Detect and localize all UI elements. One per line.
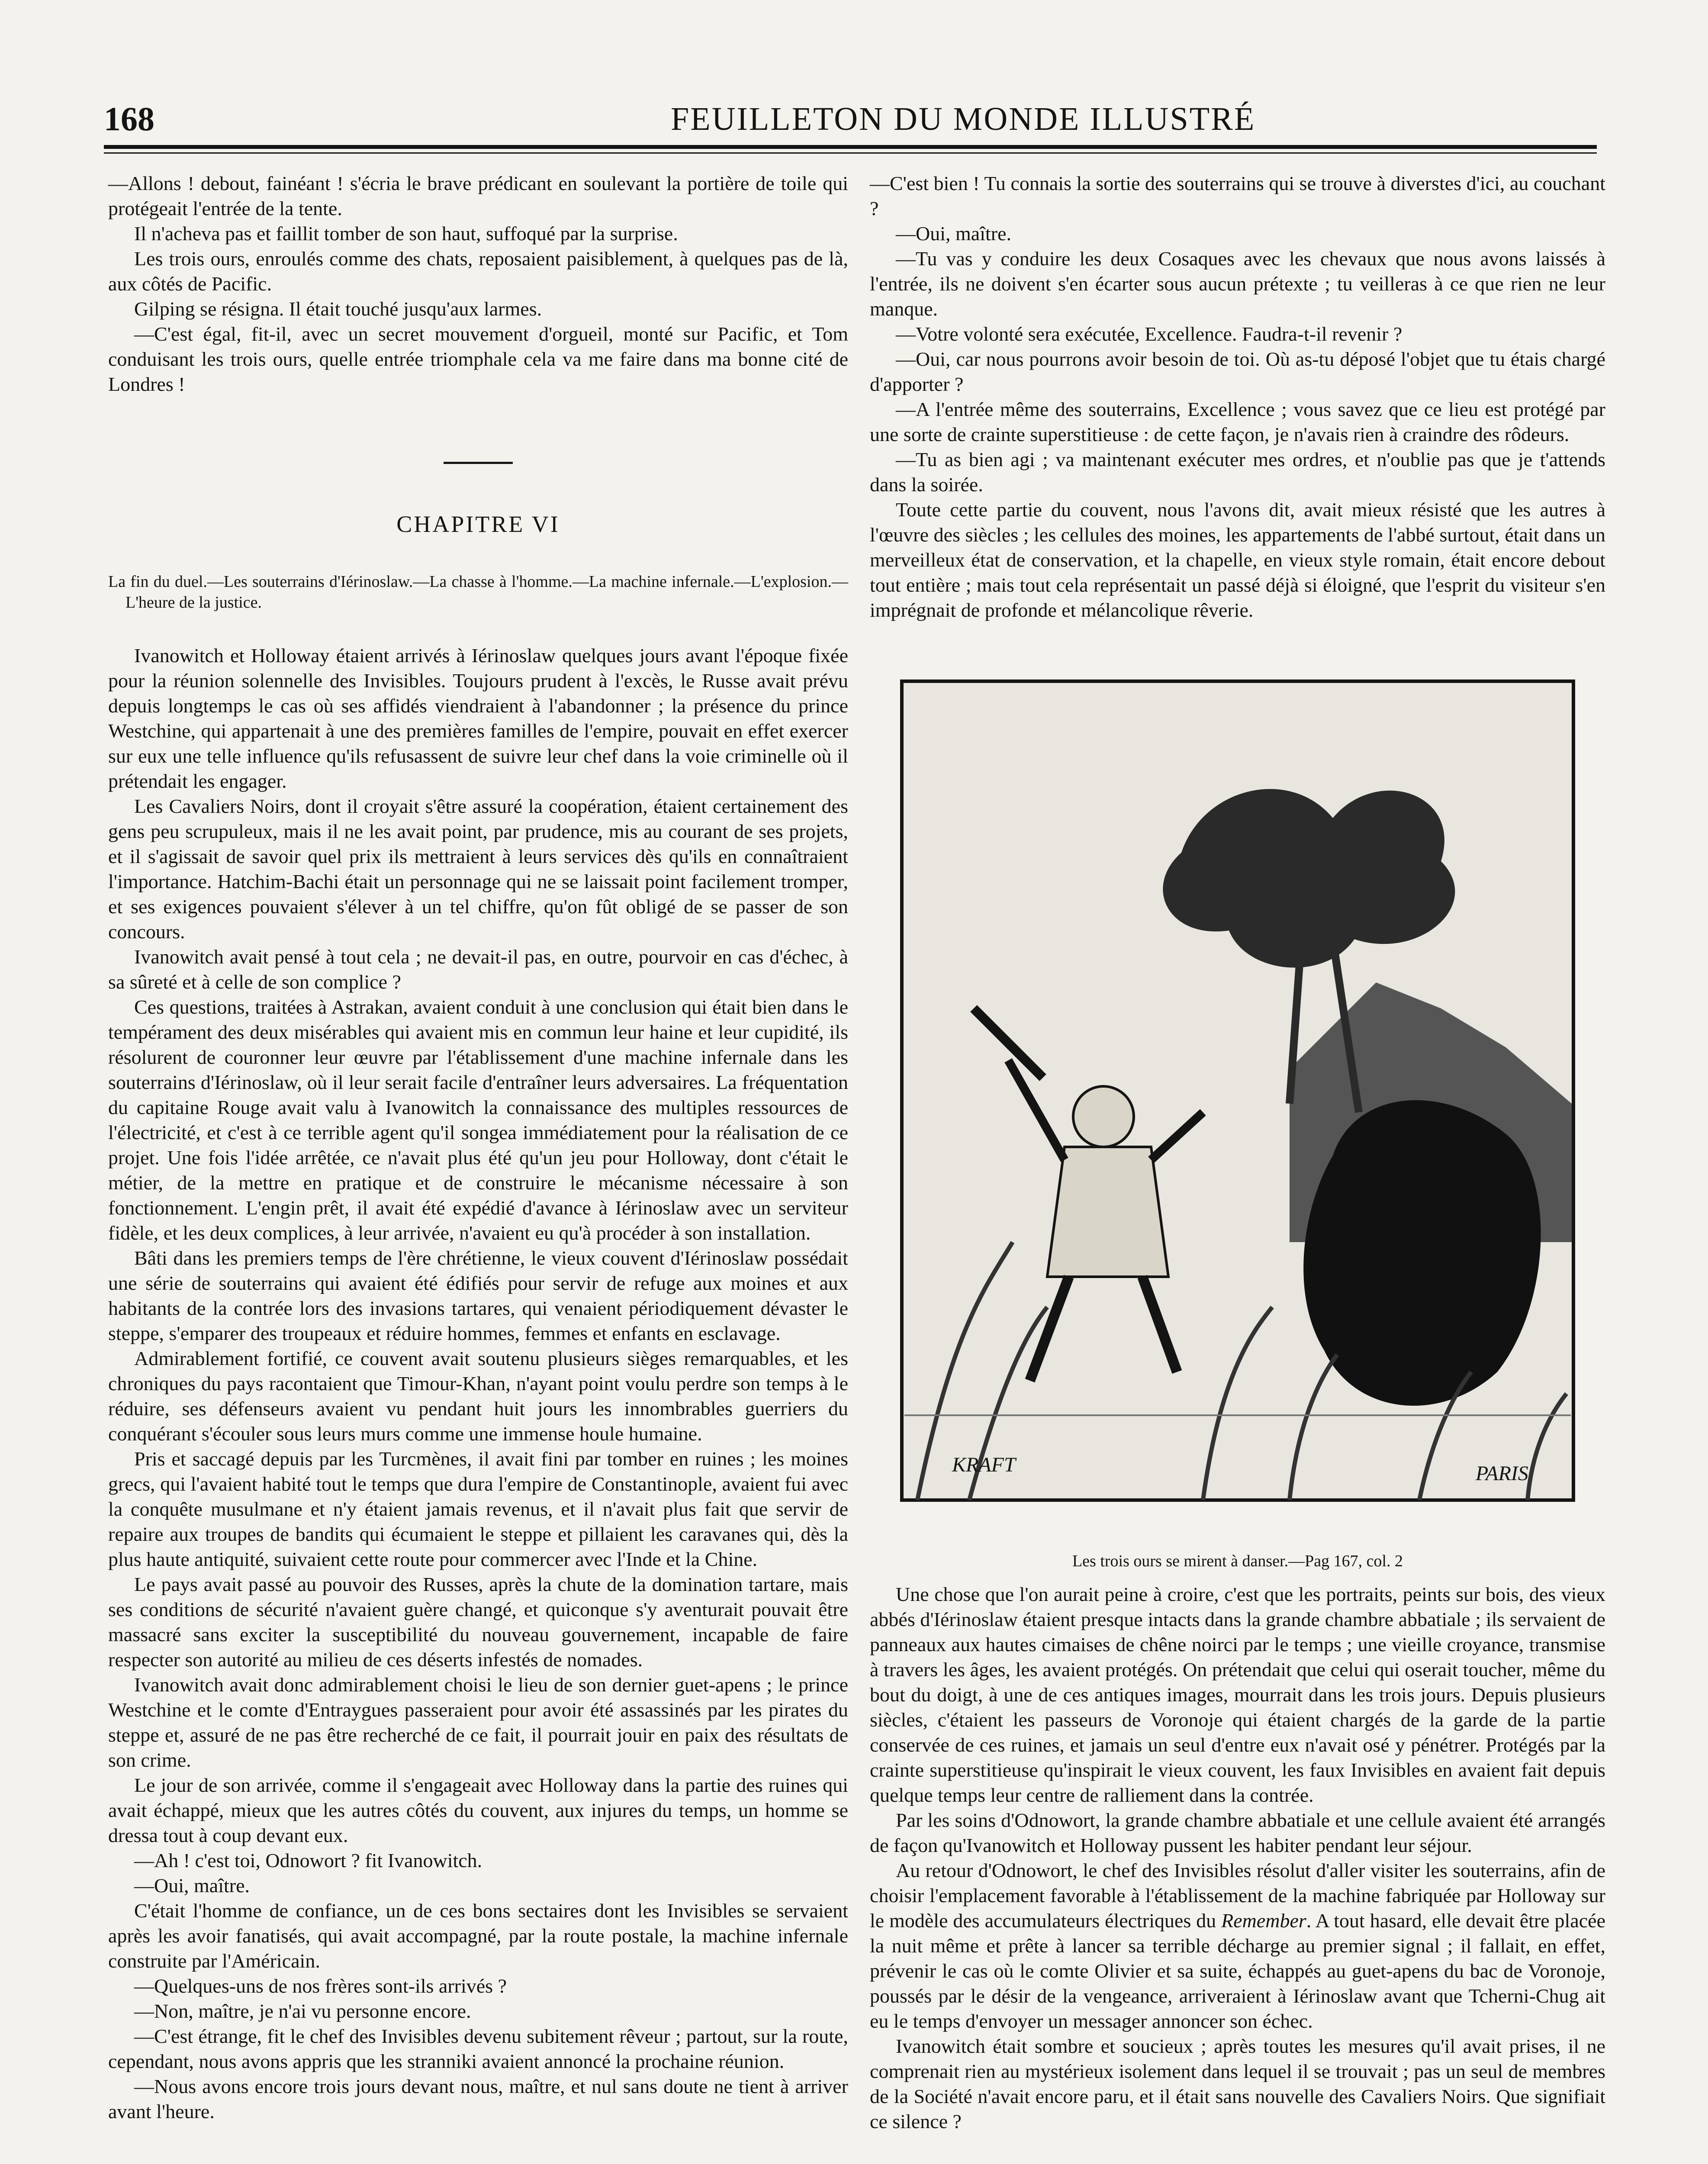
right-column-bottom — [870, 1582, 1605, 2134]
man-head — [1073, 1086, 1134, 1147]
paragraph: Les trois ours, enroulés comme des chats, reposaient paisiblement, à quelques pas de là, aux côtés de Pacific. — [108, 248, 848, 295]
paragraph: Ivanowitch était sombre et soucieux ; après toutes les mesures qu'il avait prises, il ne comprenait rien au mystérieux isolement dans lequel il se trouvait ; pas un seul de membres de la Société n'avait encore paru, et il était sans nouvelle des Cavaliers Noirs. Que signifiait ce silence ? — [870, 2035, 1605, 2132]
paragraph-text: Au retour d'Odnowort, le chef des Invisibles résolut d'aller visiter les souterrains, afin de choisir l'emplacement favorable à l'établissement de la machine fabriquée par Holloway sur le modèle des accumulateurs électriques du — [870, 1859, 1605, 1932]
illustration-signature-right: PARIS — [1476, 1462, 1528, 1485]
header-rule-thin — [104, 152, 1597, 154]
paragraph: Il n'acheva pas et faillit tomber de son haut, suffoqué par la surprise. — [134, 222, 678, 245]
chapter-title: CHAPITRE VI — [396, 511, 560, 537]
paragraph: Une chose que l'on aurait peine à croire, c'est que les portraits, peints sur bois, des vieux abbés d'Iérinoslaw étaient presque intacts dans la grande chambre abbatiale ; ils servaient de panneaux aux hautes cimaises de chêne noirci par le temps ; une vieille croyance, transmise à travers les âges, les avaient protégés. On prétendait que celui qui oserait toucher, même du bout du doigt, à une de ces antiques images, mourrait dans les trois jours. Depuis plusieurs siècles, c'étaient les passeurs de Voronoje qui étaient chargés de la garde de la partie conservée de ces ruines, et jamais un seul d'entre eux n'avait osé y pénétrer. Protégés par la crainte superstitieuse qu'inspirait le vieux couvent, les faux Invisibles en avaient fait depuis quelque temps leur centre de ralliement dans la contrée. — [870, 1583, 1605, 1806]
paragraph: —C'est étrange, fit le chef des Invisibles devenu subitement rêveur ; partout, sur la route, cependant, nous avons appris que les stranniki avaient annoncé la prochaine réunion. — [108, 2025, 848, 2072]
paragraph: Gilping se résigna. Il était touché jusqu'aux larmes. — [134, 298, 542, 320]
man-body — [1047, 1147, 1168, 1277]
paragraph: Bâti dans les premiers temps de l'ère chrétienne, le vieux couvent d'Iérinoslaw possédait une série de souterrains qui avaient été édifiés pour servir de refuge aux moines et aux habitants de la contrée lors des invasions tartares, qui venaient périodiquement dévaster le steppe, s'emparer des troupeaux et réduire hommes, femmes et enfants en esclavage. — [108, 1247, 848, 1344]
illustration-signature-left: KRAFT — [952, 1453, 1016, 1476]
engraving-drawing — [900, 679, 1575, 1502]
paragraph: Toute cette partie du couvent, nous l'avons dit, avait mieux résisté que les autres à l'œuvre des siècles ; les cellules des moines, les appartements de l'abbé surtout, était dans un merveilleux état de conservation, et la chapelle, en vieux style romain, était encore debout tout entière ; mais tout cela représentait un passé déjà si éloigné, que l'esprit du visiteur s'en imprégnait de profonde et mélancolique rêverie. — [870, 499, 1605, 621]
paragraph: Les Cavaliers Noirs, dont il croyait s'être assuré la coopération, étaient certainement des gens peu scrupuleux, mais il ne les avait point, par prudence, mis au courant de ses projets, et il s'agissait de savoir quel prix ils mettraient à leurs services dès qu'ils en connaîtraient l'importance. Hatchim-Bachi était un personnage qui ne se laissait point facilement tromper, et ses exigences pouvaient s'élever à un tel chiffre, qu'on fût obligé de se passer de son concours. — [108, 795, 848, 943]
left-column — [108, 171, 848, 2124]
bear-silhouette — [1303, 1100, 1541, 1406]
illustration-caption: Les trois ours se mirent à danser.—Pag 167, col. 2 — [1072, 1552, 1403, 1570]
paragraph: —Tu vas y conduire les deux Cosaques avec les chevaux que nous avons laissés à l'entrée, ils ne doivent s'en écarter sous aucun prétexte ; tu veilleras à ce que rien ne leur manque. — [870, 248, 1605, 320]
paragraph: —Nous avons encore trois jours devant nous, maître, et nul sans doute ne tient à arriver avant l'heure. — [108, 2075, 848, 2122]
right-column-top — [870, 171, 1605, 623]
paragraph-text: . A tout hasard, elle devait être placée la nuit même et prête à lancer sa terrible décharge au premier signal ; il fallait, en effet, prévenir le cas où le comte Olivier et sa suite, échappés au guet-apens du bac de Voronoje, poussés par le désir de la vengeance, arriveraient à Iérinoslaw avant que Tcherni-Chug ait eu le temps d'envoyer un messager annoncer son échec. — [870, 1910, 1605, 2032]
paragraph: Ces questions, traitées à Astrakan, avaient conduit à une conclusion qui était bien dans le tempérament des deux misérables qui avaient mis en commun leur haine et leur cupidité, ils résolurent de couronner leur œuvre par l'établissement d'une machine infernale dans les souterrains d'Iérinoslaw, où il leur serait facile d'entraîner leurs adversaires. La fréquentation du capitaine Rouge avait valu à Ivanowitch la connaissance des multiples ressources de l'électricité, et c'est à ce terrible agent qu'il songea immédiatement pour la réalisation de ce projet. Une fois l'idée arrêtée, ce n'avait plus été qu'un jeu pour Holloway, dont c'était le métier, de la mettre en pratique et de construire le mécanisme nécessaire à son fonctionnement. L'engin prêt, il avait été expédié d'avance à Iérinoslaw avec un serviteur fidèle, et les deux complices, à leur arrivée, n'avaient eu qu'à procéder à son installation. — [108, 996, 848, 1244]
paragraph: —C'est bien ! Tu connais la sortie des souterrains qui se trouve à diverstes d'ici, au couchant ? — [870, 172, 1605, 219]
paragraph: Pris et saccagé depuis par les Turcmènes, il avait fini par tomber en ruines ; les moines grecs, qui l'avaient habité tout le temps que dura l'empire de Constantinople, avaient fui avec la conquête musulmane et n'y étaient jamais revenus, et il n'avait plus fait que servir de repaire aux troupes de bandits qui écumaient le steppe et pillaient les caravanes qui, dès la plus haute antiquité, suivaient cette route pour commercer avec l'Inde et la Chine. — [108, 1448, 848, 1570]
paragraph: —Oui, maître. — [134, 1874, 250, 1897]
page-header — [104, 100, 1597, 147]
running-title: FEUILLETON DU MONDE ILLUSTRÉ — [671, 101, 1256, 137]
paragraph: —Ah ! c'est toi, Odnowort ? fit Ivanowitch. — [134, 1849, 482, 1871]
chapter-summary: La fin du duel.—Les souterrains d'Iérinoslaw.—La chasse à l'homme.—La machine infernale.—L'explosion.—L'heure de la justice. — [108, 573, 848, 612]
paragraph: Admirablement fortifié, ce couvent avait soutenu plusieurs sièges remarquables, et les chroniques du pays racontaient que Timour-Khan, n'ayant point voulu perdre son temps à le réduire, ses défenseurs avaient vu pendant huit jours les innombrables guerriers du conquérant s'écouler sous leurs murs comme une immense houle humaine. — [108, 1347, 848, 1445]
paragraph: C'était l'homme de confiance, un de ces bons sectaires dont les Invisibles se servaient après les avoir fanatisés, qui avait accompagné, par la route postale, la machine infernale construite par l'Américain. — [108, 1900, 848, 1972]
paragraph: Le pays avait passé au pouvoir des Russes, après la chute de la domination tartare, mais ses conditions de sécurité n'avaient guère changé, et quiconque s'y aventurait pouvait être massacré sans exciter la susceptibilité du nouveau gouvernement, incapable de faire respecter son autorité au milieu de ces déserts infestés de nomades. — [108, 1573, 848, 1671]
paragraph: Par les soins d'Odnowort, la grande chambre abbatiale et une cellule avaient été arrangés de façon qu'Ivanowitch et Holloway pussent les habiter pendant leur séjour. — [870, 1809, 1605, 1856]
paragraph: —C'est égal, fit-il, avec un secret mouvement d'orgueil, monté sur Pacific, et Tom conduisant les trois ours, quelle entrée triomphale cela va me faire dans ma bonne cité de Londres ! — [108, 323, 848, 395]
page-number: 168 — [104, 100, 154, 138]
engraving-illustration — [900, 679, 1575, 1502]
paragraph: —Tu as bien agi ; va maintenant exécuter mes ordres, et n'oublie pas que je t'attends dans la soirée. — [870, 448, 1605, 496]
paragraph: —A l'entrée même des souterrains, Excellence ; vous savez que ce lieu est protégé par une sorte de crainte superstitieuse : de cette façon, je n'avais rien à craindre des rôdeurs. — [870, 398, 1605, 445]
paragraph — [870, 1858, 1605, 2034]
paragraph: —Oui, maître. — [896, 222, 1011, 245]
paragraph: —Votre volonté sera exécutée, Excellence. Faudra-t-il revenir ? — [896, 323, 1402, 345]
paragraph: —Allons ! debout, fainéant ! s'écria le brave prédicant en soulevant la portière de toile qui protégeait l'entrée de la tente. — [108, 172, 848, 219]
section-divider — [444, 462, 513, 464]
paragraph: —Non, maître, je n'ai vu personne encore. — [134, 2000, 471, 2022]
header-rule-thick — [104, 145, 1597, 149]
paragraph: Ivanowitch avait pensé à tout cela ; ne devait-il pas, en outre, pourvoir en cas d'échec, à sa sûreté et à celle de son complice ? — [108, 946, 848, 993]
paragraph: Ivanowitch et Holloway étaient arrivés à Iérinoslaw quelques jours avant l'époque fixée pour la réunion solennelle des Invisibles. Toujours prudent à l'excès, le Russe avait prévu depuis longtemps le cas où ses affidés viendraient à l'abandonner ; la présence du prince Westchine, qui appartenait à une des premières familles de l'empire, pouvait en effet exercer sur eux une telle influence qu'ils refusassent de suivre leur chef dans la voie criminelle où il prétendait les engager. — [108, 644, 848, 792]
ship-name: Remember — [1221, 1910, 1306, 1932]
paragraph: Ivanowitch avait donc admirablement choisi le lieu de son dernier guet-apens ; le prince Westchine et le comte d'Entraygues passeraient pour avoir été assassinés par les pirates du steppe et, assuré de ne pas être recherché de ce fait, il pourrait jouir en paix des résultats de son crime. — [108, 1674, 848, 1771]
paragraph: Le jour de son arrivée, comme il s'engageait avec Holloway dans la partie des ruines qui avait échappé, mieux que les autres côtés du couvent, aux injures du temps, un homme se dressa tout à coup devant eux. — [108, 1774, 848, 1846]
paragraph: —Oui, car nous pourrons avoir besoin de toi. Où as-tu déposé l'objet que tu étais chargé d'apporter ? — [870, 348, 1605, 395]
paragraph: —Quelques-uns de nos frères sont-ils arrivés ? — [134, 1975, 507, 1997]
